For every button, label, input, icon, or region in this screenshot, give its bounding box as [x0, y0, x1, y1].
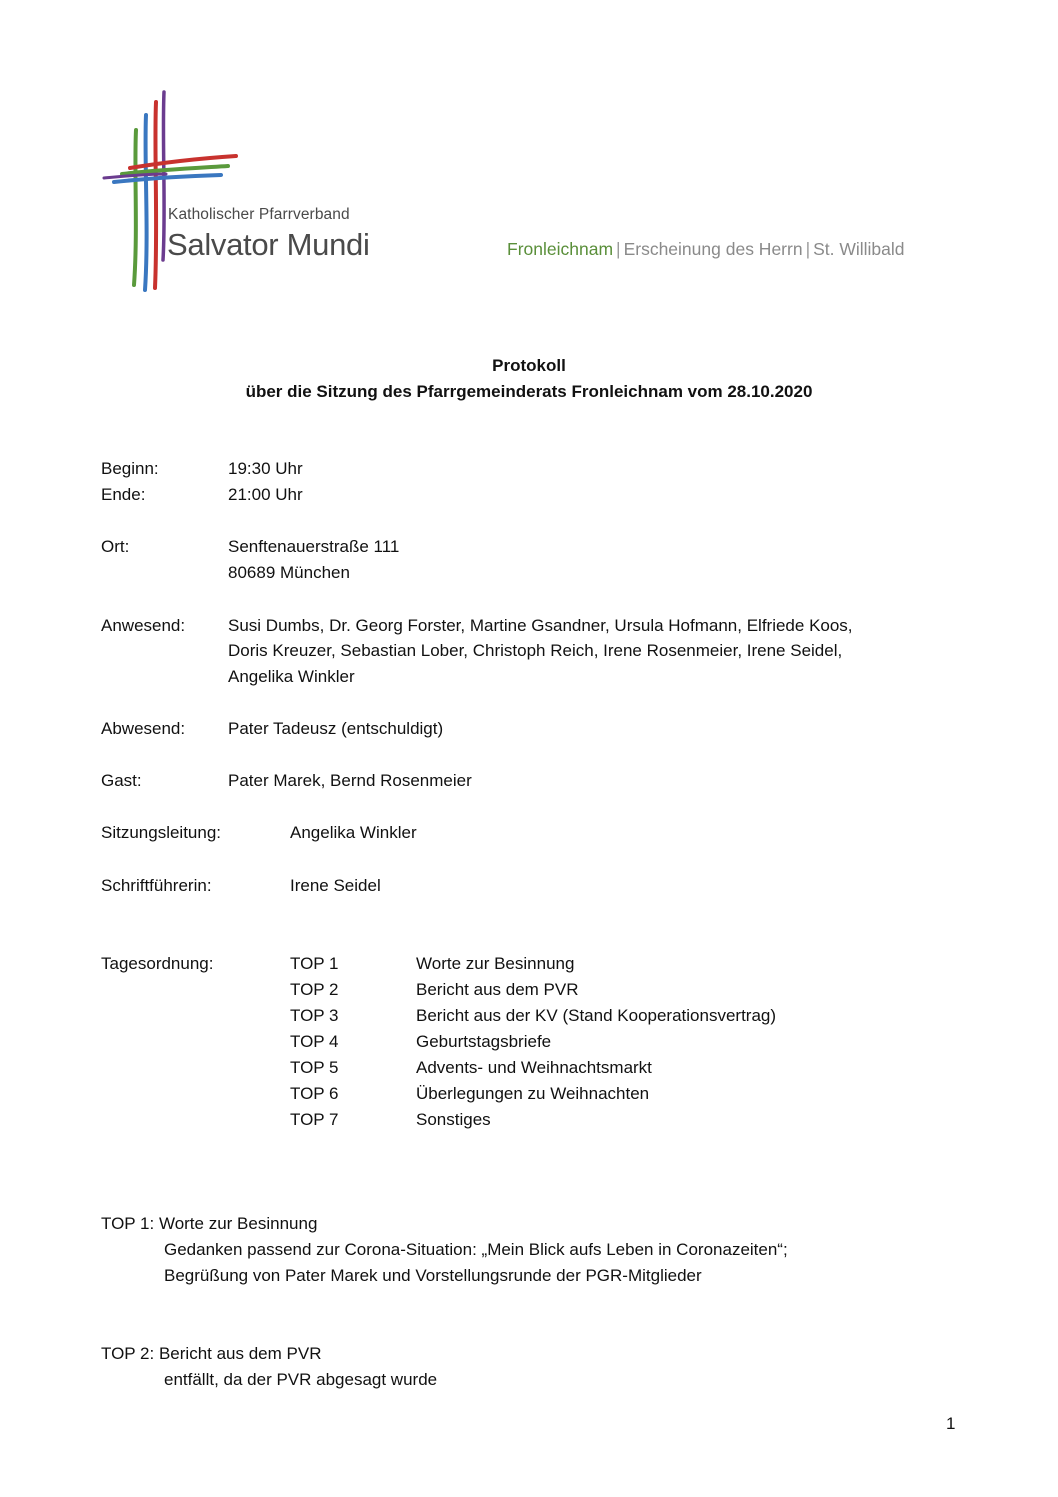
guest-value: Pater Marek, Bernd Rosenmeier — [228, 771, 472, 790]
location-city: 80689 München — [228, 563, 350, 582]
parish-list — [507, 239, 905, 260]
parish-willibald: St. Willibald — [813, 239, 905, 259]
present-label: Anwesend: — [101, 616, 186, 635]
absent-value: Pater Tadeusz (entschuldigt) — [228, 719, 444, 738]
agenda-top-number: TOP 2 — [290, 980, 339, 999]
page-number: 1 — [946, 1414, 956, 1433]
end-value: 21:00 Uhr — [228, 485, 303, 504]
begin-value: 19:30 Uhr — [228, 459, 303, 478]
document-subtitle: über die Sitzung des Pfarrgemeinderats Fronleichnam vom 28.10.2020 — [245, 382, 813, 401]
top1-text-line-1: Gedanken passend zur Corona-Situation: „Mein Blick aufs Leben in Coronazeiten“; — [164, 1240, 788, 1259]
location-label: Ort: — [101, 537, 130, 556]
agenda-top-title: Bericht aus der KV (Stand Kooperationsvertrag) — [416, 1006, 777, 1025]
agenda-top-number: TOP 1 — [290, 954, 339, 973]
top1-heading: TOP 1: Worte zur Besinnung — [101, 1214, 318, 1233]
agenda-top-number: TOP 3 — [290, 1006, 339, 1025]
end-label: Ende: — [101, 485, 146, 504]
salvator-mundi-cross-logo — [96, 90, 246, 295]
agenda-top-title: Bericht aus dem PVR — [416, 980, 579, 999]
chair-value: Angelika Winkler — [290, 823, 417, 842]
agenda-top-number: TOP 6 — [290, 1084, 339, 1103]
agenda-top-number: TOP 4 — [290, 1032, 339, 1051]
agenda-top-title: Geburtstagsbriefe — [416, 1032, 552, 1051]
agenda-top-title: Sonstiges — [416, 1110, 491, 1129]
agenda-top-title: Advents- und Weihnachtsmarkt — [416, 1058, 652, 1077]
top1-text-line-2: Begrüßung von Pater Marek und Vorstellungsrunde der PGR-Mitglieder — [164, 1266, 702, 1285]
location-street: Senftenauerstraße 111 — [228, 537, 400, 556]
agenda-top-number: TOP 5 — [290, 1058, 339, 1077]
logo-stroke-blue-vertical — [145, 115, 147, 290]
top2-text-line-1: entfällt, da der PVR abgesagt wurde — [164, 1370, 438, 1389]
parish-fronleichnam: Fronleichnam — [507, 239, 614, 259]
agenda-top-title: Worte zur Besinnung — [416, 954, 575, 973]
logo-subtitle: Katholischer Pfarrverband — [168, 206, 350, 223]
agenda-label: Tagesordnung: — [101, 954, 214, 973]
present-line-2: Doris Kreuzer, Sebastian Lober, Christoph Reich, Irene Rosenmeier, Irene Seidel, — [228, 641, 843, 660]
logo-stroke-green-vertical — [134, 130, 136, 285]
present-line-1: Susi Dumbs, Dr. Georg Forster, Martine Gsandner, Ursula Hofmann, Elfriede Koos, — [228, 616, 853, 635]
agenda-top-number: TOP 7 — [290, 1110, 339, 1129]
recorder-value: Irene Seidel — [290, 876, 381, 895]
top2-heading: TOP 2: Bericht aus dem PVR — [101, 1344, 322, 1363]
recorder-label: Schriftführerin: — [101, 876, 212, 895]
guest-label: Gast: — [101, 771, 142, 790]
present-line-3: Angelika Winkler — [228, 667, 355, 686]
logo-stroke-red-vertical — [155, 102, 156, 288]
document-title: Protokoll — [492, 356, 566, 375]
logo-name: Salvator Mundi — [167, 227, 370, 262]
parish-erscheinung: Erscheinung des Herrn — [623, 239, 803, 259]
begin-label: Beginn: — [101, 459, 159, 478]
agenda-top-title: Überlegungen zu Weihnachten — [416, 1084, 650, 1103]
chair-label: Sitzungsleitung: — [101, 823, 222, 842]
absent-label: Abwesend: — [101, 719, 186, 738]
parish-separator: | — [805, 239, 811, 259]
parish-separator: | — [616, 239, 621, 259]
